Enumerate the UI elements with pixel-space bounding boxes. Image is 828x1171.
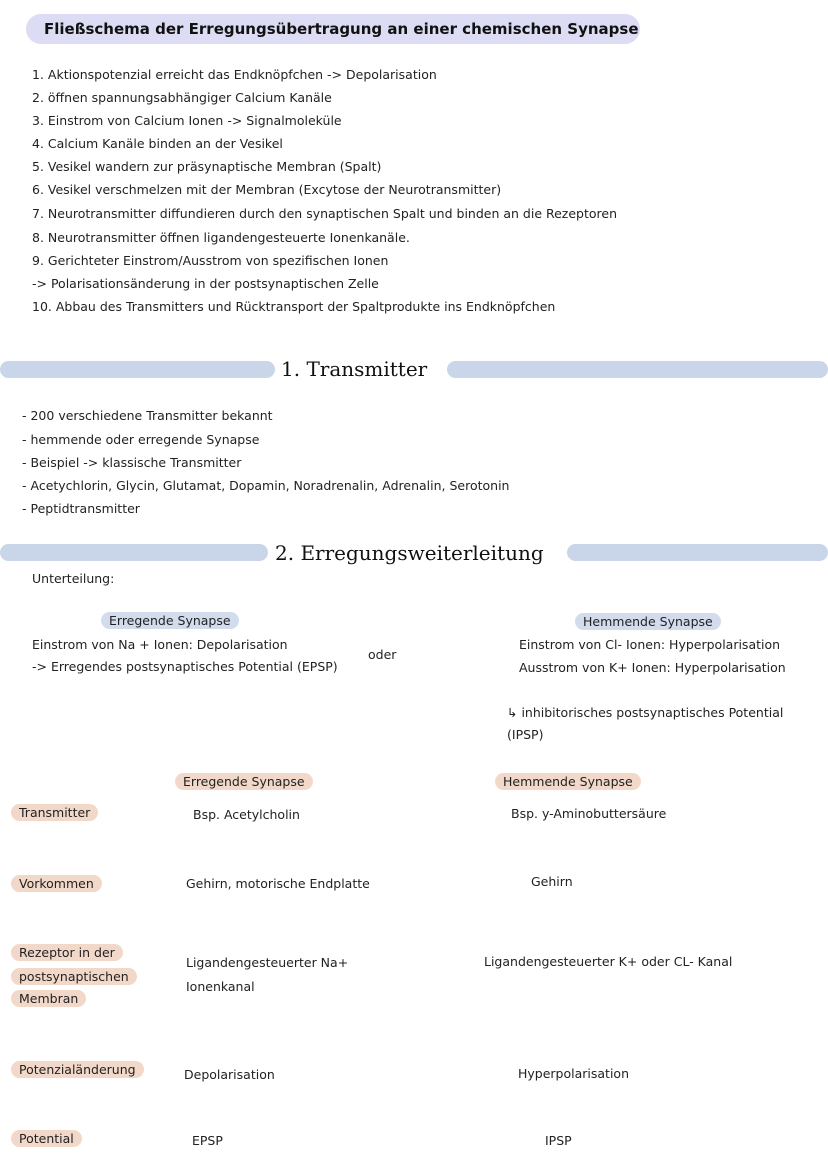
row-label-receptor-1: Rezeptor in der: [11, 944, 123, 961]
row-label-potential: Potential: [11, 1130, 82, 1147]
inhibitory-line-3: ↳ inhibitorisches postsynaptisches Potential: [507, 705, 784, 720]
step-7: 7. Neurotransmitter diffundieren durch den synaptischen Spalt und binden an die Rezeptoren: [32, 206, 618, 221]
row-receptor-inhibitory: Ligandengesteuerter K+ oder CL- Kanal: [484, 954, 733, 969]
inhibitory-line-1: Einstrom von Cl- Ionen: Hyperpolarisation: [519, 637, 781, 652]
transmitter-line-4: - Acetychlorin, Glycin, Glutamat, Dopamin, Noradrenalin, Adrenalin, Serotonin: [22, 478, 510, 493]
row-transmitter-inhibitory: Bsp. y-Aminobuttersäure: [511, 806, 667, 821]
excitatory-synapse-label: Erregende Synapse: [101, 612, 239, 629]
step-10: 10. Abbau des Transmitters und Rücktransport der Spaltprodukte ins Endknöpfchen: [32, 299, 556, 314]
row-occurrence-excitatory: Gehirn, motorische Endplatte: [186, 876, 370, 891]
section1-bar-right: [447, 361, 828, 378]
section2-bar-right: [567, 544, 828, 561]
step-6: 6. Vesikel verschmelzen mit der Membran (Excytose der Neurotransmitter): [32, 182, 502, 197]
inhibitory-line-2: Ausstrom von K+ Ionen: Hyperpolarisation: [519, 660, 786, 675]
inhibitory-synapse-label: Hemmende Synapse: [575, 613, 721, 630]
step-2: 2. öffnen spannungsabhängiger Calcium Kanäle: [32, 90, 332, 105]
step-8: 8. Neurotransmitter öffnen ligandengesteuerte Ionenkanäle.: [32, 230, 410, 245]
row-receptor-excitatory-2: Ionenkanal: [186, 979, 255, 994]
excitatory-line-2: -> Erregendes postsynaptisches Potential (EPSP): [32, 659, 338, 674]
transmitter-line-1: - 200 verschiedene Transmitter bekannt: [22, 408, 273, 423]
section1-title: 1. Transmitter: [281, 357, 428, 381]
step-5: 5. Vesikel wandern zur präsynaptische Membran (Spalt): [32, 159, 382, 174]
excitatory-line-1: Einstrom von Na + Ionen: Depolarisation: [32, 637, 288, 652]
transmitter-line-3: - Beispiel -> klassische Transmitter: [22, 455, 242, 470]
comparison-col-inhibitory: Hemmende Synapse: [495, 773, 641, 790]
transmitter-line-5: - Peptidtransmitter: [22, 501, 140, 516]
row-label-occurrence: Vorkommen: [11, 875, 102, 892]
or-label: oder: [368, 647, 397, 662]
transmitter-line-2: - hemmende oder erregende Synapse: [22, 432, 260, 447]
subdivision-label: Unterteilung:: [32, 571, 115, 586]
row-potential-change-excitatory: Depolarisation: [184, 1067, 275, 1082]
step-9-sub: -> Polarisationsänderung in der postsynaptischen Zelle: [32, 276, 379, 291]
row-transmitter-excitatory: Bsp. Acetylcholin: [193, 807, 300, 822]
section1-bar-left: [0, 361, 275, 378]
step-9: 9. Gerichteter Einstrom/Ausstrom von spezifischen Ionen: [32, 253, 389, 268]
row-label-transmitter: Transmitter: [11, 804, 98, 821]
row-potential-excitatory: EPSP: [192, 1133, 223, 1148]
section2-bar-left: [0, 544, 268, 561]
section2-title: 2. Erregungsweiterleitung: [275, 541, 544, 565]
row-occurrence-inhibitory: Gehirn: [531, 874, 573, 889]
step-1: 1. Aktionspotenzial erreicht das Endknöpfchen -> Depolarisation: [32, 67, 437, 82]
row-potential-inhibitory: IPSP: [545, 1133, 572, 1148]
row-potential-change-inhibitory: Hyperpolarisation: [518, 1066, 630, 1081]
row-label-receptor-2: postsynaptischen: [11, 968, 137, 985]
row-label-receptor-3: Membran: [11, 990, 86, 1007]
row-receptor-excitatory-1: Ligandengesteuerter Na+: [186, 955, 349, 970]
step-4: 4. Calcium Kanäle binden an der Vesikel: [32, 136, 283, 151]
row-label-potential-change: Potenzialänderung: [11, 1061, 144, 1078]
comparison-col-excitatory: Erregende Synapse: [175, 773, 313, 790]
page-title: Fließschema der Erregungsübertragung an einer chemischen Synapse: [44, 20, 639, 38]
step-3: 3. Einstrom von Calcium Ionen -> Signalmoleküle: [32, 113, 342, 128]
inhibitory-line-4: (IPSP): [507, 727, 544, 742]
